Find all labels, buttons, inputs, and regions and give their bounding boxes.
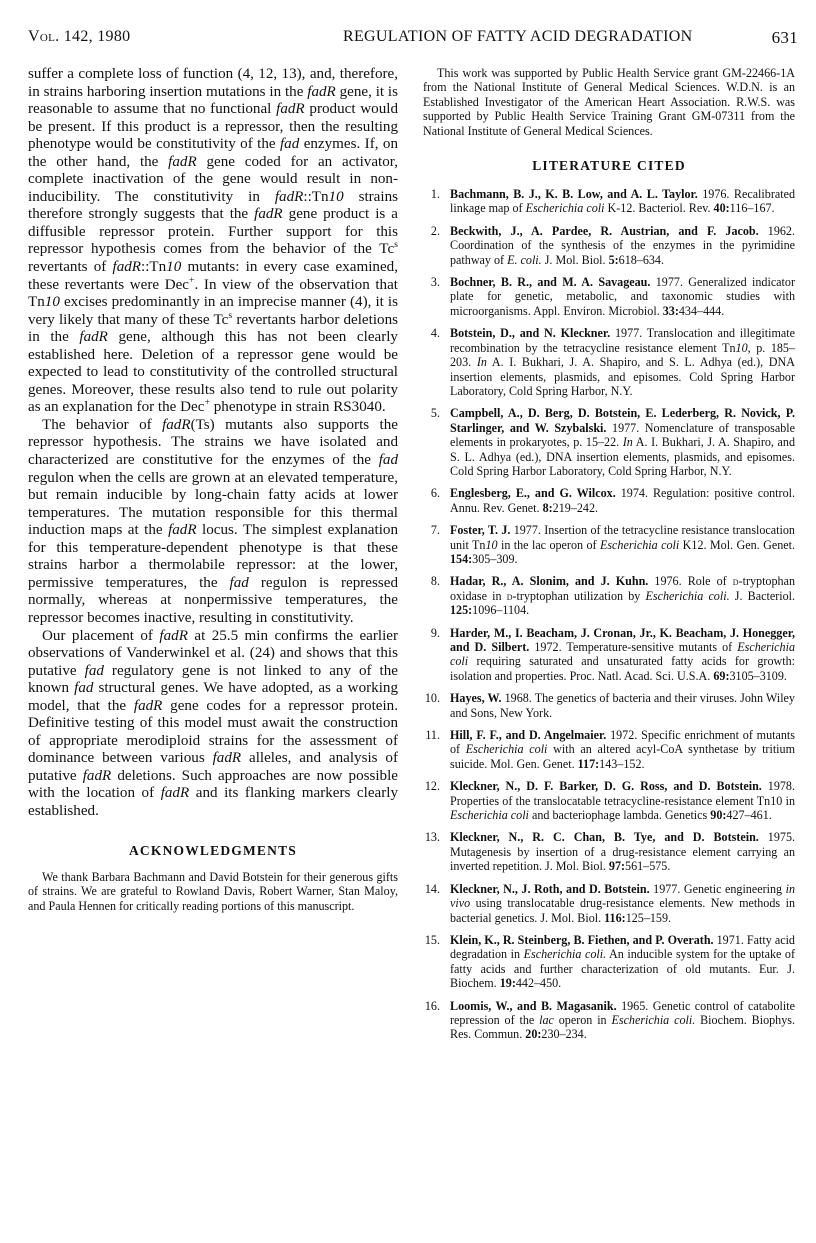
reference-number: 12. [424, 779, 440, 794]
reference-number: 13. [424, 830, 440, 845]
reference-number: 1. [430, 187, 440, 202]
reference-details: 1962. Coordination of the synthesis of the enzymes in the pyrimidine pathway of E. coli. J. Mol. Biol. 5:618–634. [450, 223, 795, 267]
reference-authors: Hadar, R., A. Slonim, and J. Kuhn. [450, 574, 649, 589]
reference-list [423, 187, 795, 1042]
running-title: REGULATION OF FATTY ACID DEGRADATION [343, 28, 693, 45]
reference-number: 14. [424, 881, 440, 896]
reference-details: 1977. Generalized indicator plate for genetic, metabolic, and taxonomic studies with microorganisms. Appl. Environ. Microbiol. 33:434–444. [450, 275, 795, 318]
reference-item [423, 691, 795, 720]
body-paragraph-1: suffer a complete loss of function (4, 12, 13), and, therefore, in strains harboring insertion mutations in the fadR gene, it is reasonable to assume that no functional fadR product would be present. If this product is a repressor, then the resulting phenotype would be constitutivity of the fad enzymes. If, on the other hand, the fadR gene coded for an activator, complete inactivation of the gene would result in non-inducibility. The constitutivity in fadR::Tn10 strains therefore strongly suggests that the fadR gene product is a diffusible repressor protein. Further support for this repressor hypothesis comes from the behavior of the Tc$^s$ revertants of fadR::Tn10 mutants: in every case examined, these revertants were Dec+. In view of the observation that Tn10 excises predominantly in an imprecise manner (4), it is very likely that many of these Tc$^s$ revertants harbor deletions in the fadR gene, although this has not been clearly established here. Deletion of a repressor gene would be expected to lead to constitutivity of the controlled structural genes. Moreover, these results also tend to rule out polarity as an explanation for the Dec+ phenotype in strain RS3040. [28, 66, 399, 416]
reference-authors: Campbell, A., D. Berg, D. Botstein, E. Lederberg, R. Novick, P. Starlinger, and W. Szybalski. [450, 406, 795, 435]
reference-details: 1972. Temperature-sensitive mutants of Escherichia coli requiring saturated and unsaturated fatty acids for growth: isolation and properties. Proc. Natl. Acad. Sci. U.S.A. 69:3105–3109. [450, 640, 795, 683]
reference-number: 11. [425, 728, 440, 743]
funding-statement: This work was supported by Public Health Service grant GM-22466-1A from the National Institute of General Medical Sciences. W.D.N. is an Established Investigator of the American Heart Association. R.W.S. was supported by Public Health Service Training Grant GM-07311 from the National Institute of General Medical Sciences. [423, 66, 795, 138]
reference-authors: Bachmann, B. J., K. B. Low, and A. L. Taylor. [450, 187, 698, 202]
acknowledgments-heading: ACKNOWLEDGMENTS [128, 842, 298, 858]
reference-details: 1977. Insertion of the tetracycline resistance translocation unit Tn10 in the lac operon of Escherichia coli K12. Mol. Gen. Genet. 154:305–309. [450, 523, 795, 566]
reference-authors: Hayes, W. [450, 691, 502, 706]
reference-number: 4. [430, 326, 440, 341]
reference-item [423, 523, 795, 566]
reference-details: 1968. The genetics of bacteria and their viruses. John Wiley and Sons, New York. [450, 691, 795, 720]
reference-item [423, 574, 795, 617]
left-column [28, 66, 398, 914]
reference-item [423, 275, 795, 318]
reference-details: 1976. Role of d-tryptophan oxidase in d-tryptophan utilization by Escherichia coli. J. Bacteriol. 125:1096–1104. [450, 574, 796, 618]
reference-authors: Englesberg, E., and G. Wilcox. [450, 486, 616, 501]
body-paragraph-3: Our placement of fadR at 25.5 min confirms the earlier observations of Vanderwinkel et al. (24) and shows that this putative fad regulatory gene is not linked to any of the known fad structural genes. We have adopted, as a working model, that the fadR gene codes for a repressor protein. Definitive testing of this model must await the construction of appropriate merodiploid strains for the assessment of dominance between various fadR alleles, and analysis of putative fadR deletions. Such approaches are now possible with the location of fadR and its flanking markers clearly established. [28, 627, 399, 819]
reference-number: 8. [430, 574, 440, 589]
reference-authors: Klein, K., R. Steinberg, B. Fiethen, and P. Overath. [450, 932, 714, 947]
reference-item [423, 187, 795, 216]
reference-item [423, 406, 795, 478]
reference-item [423, 224, 795, 267]
reference-item [423, 728, 795, 771]
reference-details: 1977. Translocation and illegitimate recombination by the tetracycline resistance element Tn10, p. 185–203. In A. I. Bukhari, J. A. Shapiro, and S. L. Adhya (ed.), DNA insertion elements, plasmids, and episomes. Cold Spring Harbor Laboratory, Cold Spring Harbor, N.Y. [450, 326, 796, 398]
reference-details: 1975. Mutagenesis by insertion of a drug-resistance element carrying an inverted repetition. J. Mol. Biol. 97:561–575. [450, 830, 796, 874]
reference-details: 1977. Nomenclature of transposable elements in prokaryotes, p. 15–22. In A. I. Bukhari, J. A. Shapiro, and S. L. Adhya (ed.), DNA insertion elements, plasmids, and episomes. Cold Spring Harbor Laboratory, Cold Spring Harbor, N.Y. [450, 420, 795, 478]
reference-item [423, 882, 795, 925]
reference-number: 2. [430, 223, 440, 238]
reference-authors: Beckwith, J., A. Pardee, R. Austrian, and F. Jacob. [450, 223, 759, 238]
reference-authors: Kleckner, N., J. Roth, and D. Botstein. [450, 881, 650, 896]
reference-number: 15. [424, 932, 440, 947]
reference-authors: Harder, M., I. Beacham, J. Cronan, Jr., K. Beacham, J. Honegger, and D. Silbert. [450, 625, 795, 654]
reference-item [423, 999, 795, 1042]
reference-item [423, 326, 795, 398]
reference-details: 1976. Recalibrated linkage map of Escherichia coli K-12. Bacteriol. Rev. 40:116–167. [450, 187, 795, 216]
reference-number: 10. [424, 691, 440, 706]
right-column [423, 66, 795, 1050]
references-heading: LITERATURE CITED [532, 158, 686, 174]
reference-number: 16. [424, 998, 440, 1013]
body-paragraph-2: The behavior of fadR(Ts) mutants also supports the repressor hypothesis. The strains we have isolated and characterized are constitutive for the enzymes of the fad regulon when the cells are grown at an elevated temperature, but remain inducible by long-chain fatty acids at lower temperatures. The mutation responsible for this thermal induction maps at the fadR locus. The simplest explanation for this temperature-dependent phenotype is that these strains harbor a thermolabile repressor: at the lower, permissive temperatures, the fad regulon is repressed normally, whereas at nonpermissive temperatures, the repressor becomes inactive, resulting in constitutivity. [28, 416, 398, 626]
reference-authors: Foster, T. J. [450, 523, 511, 538]
reference-authors: Bochner, B. R., and M. A. Savageau. [450, 275, 651, 290]
acknowledgments-text: We thank Barbara Bachmann and David Botstein for their generous gifts of strains. We are grateful to Rowland Davis, Robert Warner, Stan Maloy, and Paula Hennen for critically reading portions of this manuscript. [28, 869, 398, 914]
reference-item [423, 933, 795, 991]
volume-label: Vol. 142, 1980 [28, 28, 131, 45]
reference-number: 6. [430, 486, 440, 501]
page-number: 631 [771, 28, 798, 47]
reference-item [423, 779, 795, 822]
reference-details: 1977. Genetic engineering in vivo using translocatable drug-resistance elements. New methods in bacterial genetics. J. Mol. Biol. 116:125–159. [450, 881, 795, 925]
reference-details: 1971. Fatty acid degradation in Escherichia coli. An inducible system for the uptake of fatty acids and further characterization of old mutants. Eur. J. Biochem. 19:442–450. [450, 932, 796, 991]
reference-item [423, 830, 795, 873]
reference-authors: Kleckner, N., D. F. Barker, D. G. Ross, and D. Botstein. [450, 779, 762, 794]
reference-number: 5. [430, 406, 440, 421]
reference-authors: Kleckner, N., R. C. Chan, B. Tye, and D. Botstein. [450, 830, 759, 845]
reference-authors: Hill, F. F., and D. Angelmaier. [450, 728, 607, 743]
running-header [28, 20, 798, 50]
reference-authors: Botstein, D., and N. Kleckner. [450, 326, 611, 341]
reference-authors: Loomis, W., and B. Magasanik. [450, 998, 617, 1013]
reference-number: 7. [430, 523, 440, 538]
reference-details: 1978. Properties of the translocatable tetracycline-resistance element Tn10 in Escherichia coli and bacteriophage lambda. Genetics 90:427–461. [450, 779, 796, 823]
reference-details: 1972. Specific enrichment of mutants of Escherichia coli with an altered acyl-CoA synthetase by tritium suicide. Mol. Gen. Genet. 117:143–152. [450, 728, 795, 771]
reference-number: 3. [430, 275, 440, 290]
reference-item [423, 626, 795, 684]
reference-details: 1974. Regulation: positive control. Annu. Rev. Genet. 8:219–242. [450, 486, 795, 515]
reference-details: 1965. Genetic control of catabolite repression of the lac operon in Escherichia coli. Biochem. Biophys. Res. Commun. 20:230–234. [450, 998, 795, 1042]
reference-item [423, 486, 795, 515]
reference-number: 9. [430, 625, 440, 640]
